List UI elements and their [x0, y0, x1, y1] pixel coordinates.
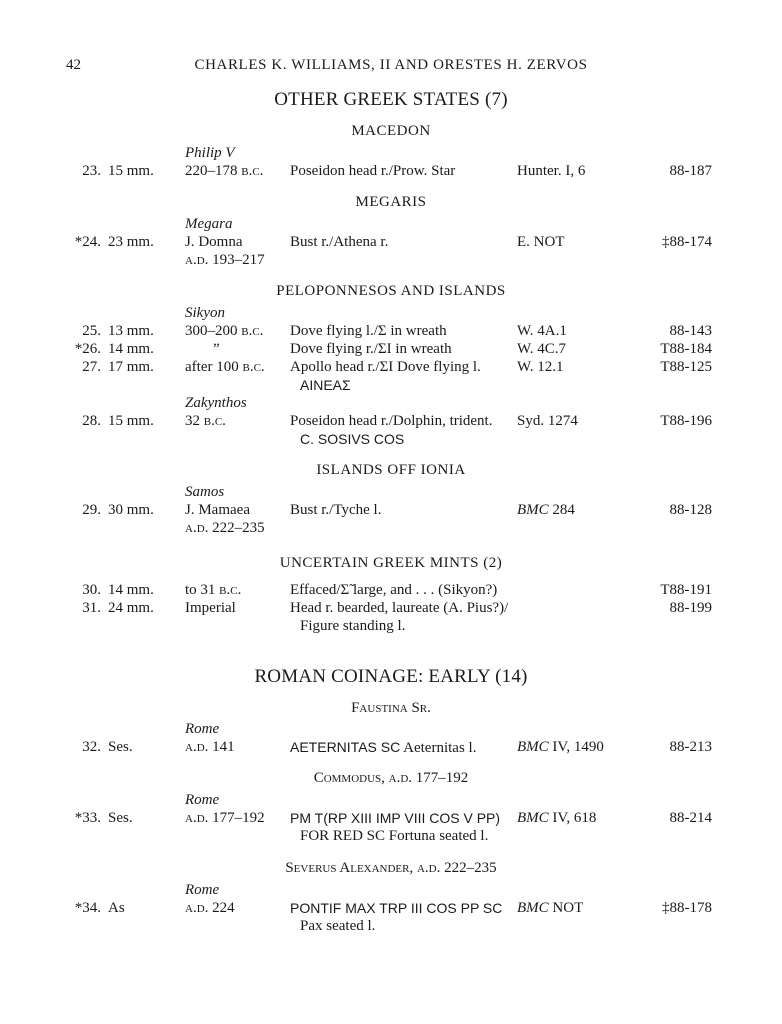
entry-inventory: T88-184	[660, 341, 712, 357]
ditto-mark: ”	[213, 341, 220, 357]
region-title-commodus: Commodus, a.d. 177–192	[313, 770, 469, 786]
entry-date: to 31 b.c.	[185, 582, 242, 598]
mint-heading: Samos	[185, 484, 225, 500]
entry-description: Dove flying l./Σ in wreath	[290, 323, 447, 339]
entry-number: 25.	[82, 323, 101, 339]
entry-date-range: a.d. 222–235	[185, 520, 265, 536]
entry-date-range: a.d. 193–217	[185, 252, 265, 268]
entry-size: 13 mm.	[108, 323, 154, 339]
entry-size: 14 mm.	[108, 341, 154, 357]
entry-date: 220–178 b.c.	[185, 163, 264, 179]
region-title-severus-alexander: Severus Alexander, a.d. 222–235	[285, 860, 497, 876]
entry-size: 15 mm.	[108, 163, 154, 179]
entry-size: 17 mm.	[108, 359, 154, 375]
entry-size: 14 mm.	[108, 582, 154, 598]
entry-date: after 100 b.c.	[185, 359, 265, 375]
entry-legend: ΑΙΝΕΑΣ	[300, 377, 351, 393]
entry-inventory: T88-191	[660, 582, 712, 598]
entry-size: 30 mm.	[108, 502, 154, 518]
mint-heading: Zakynthos	[185, 395, 247, 411]
entry-reference: BMC IV, 1490	[517, 739, 604, 755]
entry-number: *34.	[74, 900, 101, 916]
entry-inventory: ‡88-174	[662, 234, 712, 250]
entry-number: *24.	[74, 234, 101, 250]
entry-inventory: ‡88-178	[662, 900, 712, 916]
mint-heading: Rome	[185, 792, 220, 808]
entry-date: a.d. 141	[185, 739, 235, 755]
entry-description: Poseidon head r./Prow. Star	[290, 163, 456, 179]
mint-heading: Sikyon	[185, 305, 225, 321]
entry-reference: Syd. 1274	[517, 413, 578, 429]
entry-date: a.d. 177–192	[185, 810, 265, 826]
entry-inventory: 88-128	[669, 502, 712, 518]
region-title-peloponnesos: PELOPONNESOS AND ISLANDS	[276, 283, 506, 299]
entry-number: 23.	[82, 163, 101, 179]
entry-inventory: 88-213	[669, 739, 712, 755]
entry-description-continued: FOR RED SC Fortuna seated l.	[300, 828, 489, 844]
entry-description: Dove flying r./ΣΙ in wreath	[290, 341, 452, 357]
entry-size: Ses.	[108, 810, 133, 826]
entry-date: 300–200 b.c.	[185, 323, 264, 339]
entry-date: 32 b.c.	[185, 413, 226, 429]
entry-description: Poseidon head r./Dolphin, trident.	[290, 413, 493, 429]
mint-heading: Rome	[185, 882, 220, 898]
entry-size: 24 mm.	[108, 600, 154, 616]
entry-description: AETERNITAS SC Aeternitas l.	[290, 739, 477, 756]
section-title-roman-coinage-early: ROMAN COINAGE: EARLY (14)	[254, 666, 528, 687]
entry-legend: C. SOSIVS COS	[300, 431, 405, 447]
entry-number: 27.	[82, 359, 101, 375]
entry-reference: W. 4A.1	[517, 323, 567, 339]
entry-description: Head r. bearded, laureate (A. Pius?)/	[290, 600, 509, 616]
running-title: CHARLES K. WILLIAMS, II AND ORESTES H. ZERVOS	[194, 57, 588, 73]
entry-inventory: 88-199	[669, 600, 712, 616]
region-title-islands-off-ionia: ISLANDS OFF IONIA	[316, 462, 466, 478]
entry-description-continued: Figure standing l.	[300, 618, 406, 634]
entry-reference: W. 12.1	[517, 359, 564, 375]
entry-reference: BMC NOT	[517, 900, 584, 916]
entry-date: a.d. 224	[185, 900, 235, 916]
entry-reference: BMC IV, 618	[517, 810, 597, 826]
entry-inventory: 88-187	[669, 163, 712, 179]
entry-number: *33.	[74, 810, 101, 826]
entry-reference: BMC 284	[517, 502, 575, 518]
section-title-other-greek-states: OTHER GREEK STATES (7)	[274, 89, 508, 110]
entry-number: *26.	[74, 341, 101, 357]
entry-inventory: 88-214	[669, 810, 712, 826]
region-title-faustina: Faustina Sr.	[351, 700, 431, 716]
entry-size: 15 mm.	[108, 413, 154, 429]
entry-number: 30.	[82, 582, 101, 598]
entry-date: Imperial	[185, 600, 236, 616]
entry-number: 28.	[82, 413, 101, 429]
section-title-uncertain-greek-mints: UNCERTAIN GREEK MINTS (2)	[279, 555, 503, 571]
mint-heading: Rome	[185, 721, 220, 737]
entry-inventory: 88-143	[669, 323, 712, 339]
entry-date: J. Domna	[185, 234, 243, 250]
entry-size: 23 mm.	[108, 234, 154, 250]
entry-legend: PM T(RP XIII IMP VIII COS V PP)	[290, 810, 501, 826]
region-title-macedon: MACEDON	[351, 123, 431, 139]
entry-number: 29.	[82, 502, 101, 518]
entry-inventory: T88-196	[660, 413, 712, 429]
page-number: 42	[66, 57, 81, 73]
entry-description-continued: Pax seated l.	[300, 918, 376, 934]
mint-heading: Megara	[185, 216, 233, 232]
entry-legend: PONTIF MAX TRP III COS PP SC	[290, 900, 503, 916]
entry-reference: Hunter. I, 6	[517, 163, 586, 179]
entry-reference: E. NOT	[517, 234, 565, 250]
entry-description: Bust r./Tyche l.	[290, 502, 382, 518]
entry-description: Apollo head r./ΣΙ Dove flying l.	[290, 359, 481, 375]
entry-size: Ses.	[108, 739, 133, 755]
entry-inventory: T88-125	[660, 359, 712, 375]
entry-number: 31.	[82, 600, 101, 616]
entry-size: As	[108, 900, 125, 916]
entry-number: 32.	[82, 739, 101, 755]
entry-reference: W. 4C.7	[517, 341, 567, 357]
entry-description: Bust r./Athena r.	[290, 234, 389, 250]
region-title-megaris: MEGARIS	[355, 194, 427, 210]
entry-date: J. Mamaea	[185, 502, 250, 518]
mint-heading: Philip V	[185, 145, 235, 161]
entry-description: Effaced/Σ̃ large, and . . . (Sikyon?)	[290, 582, 498, 598]
